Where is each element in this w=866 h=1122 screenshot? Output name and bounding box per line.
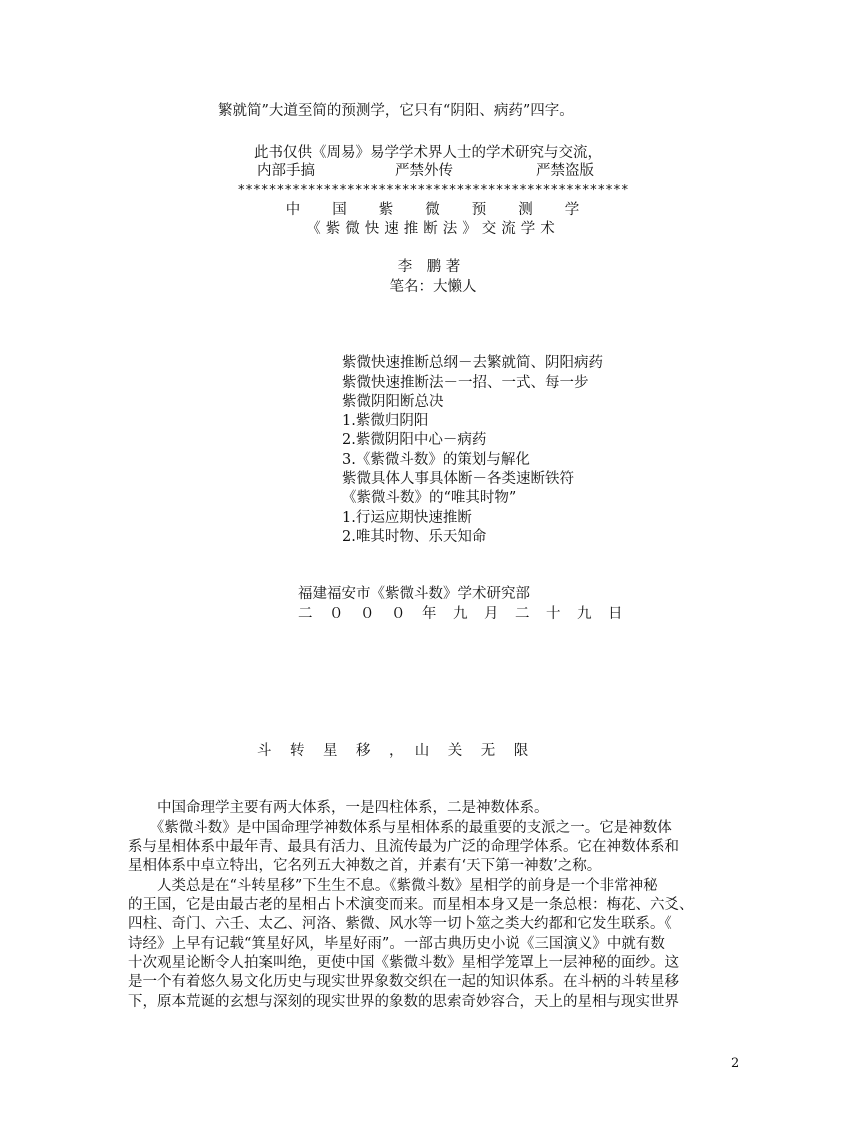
toc-item: 3.《紫微斗数》的策划与解化 (342, 452, 530, 468)
separator-line: ************************************************** (237, 183, 629, 198)
body-line: 星相体系中卓立特出，它名列五大神数之首，并素有‘天下第一神数’之称。 (128, 858, 602, 874)
body-line: 人类总是在“斗转星移”下生生不息。《紫微斗数》星相学的前身是一个非常神秘 (128, 878, 658, 894)
notice-item-no-distribution: 严禁外传 (395, 163, 453, 179)
notice-item-no-piracy: 严禁盗版 (536, 163, 594, 179)
toc-item: 紫微快速推断法－一招、一式、每一步 (342, 375, 589, 391)
page-title: 中 国 紫 微 预 测 学 (285, 202, 581, 218)
notice-item-internal: 内部手搞 (257, 163, 315, 179)
body-line: 下，原本荒诞的玄想与深刻的现实世界的象数的思索奇妙容合，天上的星相与现实世界 (128, 994, 679, 1010)
body-line: 中国命理学主要有两大体系，一是四柱体系，二是神数体系。 (128, 800, 549, 816)
body-line: 《紫微斗数》是中国命理学神数体系与星相体系的最重要的支派之一。它是神数体 (128, 820, 672, 836)
toc-item: 《紫微斗数》的“唯其时物” (342, 490, 517, 506)
publisher-date: 二 ０ ０ ０ 年 九 月 二 十 九 日 (298, 606, 624, 622)
body-line: 四柱、奇门、六壬、太乙、河洛、紫微、风水等一切卜筮之类大约都和它发生联系。《 (128, 916, 672, 932)
body-line: 的王国，它是由最古老的星相占卜术演变而来。而星相本身又是一条总根：梅花、六爻、 (128, 897, 694, 913)
intro-line: 繁就简”大道至简的预测学，它只有“阴阳、病药”四字。 (218, 103, 574, 119)
toc-item: 紫微具体人事具体断－各类速断铁符 (342, 471, 574, 487)
body-line: 诗经》上早有记载“箕星好风，毕星好雨”。一部古典历史小说《三国演义》中就有数 (128, 936, 665, 952)
toc-item: 2.紫微阴阳中心－病药 (342, 432, 487, 448)
toc-item: 1.行运应期快速推断 (342, 510, 472, 526)
author-name: 李 鹏 著 (397, 259, 461, 275)
publisher-org: 福建福安市《紫微斗数》学术研究部 (298, 586, 530, 602)
toc-item: 1.紫微归阴阳 (342, 413, 429, 429)
body-line: 十次观星论断令人拍案叫绝，更使中国《紫微斗数》星相学笼罩上一层神秘的面纱。这 (128, 955, 679, 971)
author-pen-name: 笔名：大懒人 (389, 279, 477, 295)
notice-line: 此书仅供《周易》易学学术界人士的学术研究与交流， (254, 145, 602, 161)
section-heading: 斗 转 星 移 ， 山 关 无 限 (257, 743, 531, 759)
page-number: 2 (731, 1056, 740, 1071)
toc-item: 紫微阴阳断总决 (342, 394, 444, 410)
body-line: 是一个有着悠久易文化历史与现实世界象数交织在一起的知识体系。在斗柄的斗转星移 (128, 974, 679, 990)
body-line: 系与星相体系中最年青、最具有活力、且流传最为广泛的命理学体系。它在神数体系和 (128, 839, 679, 855)
toc-item: 2.唯其时物、乐天知命 (342, 529, 487, 545)
toc-item: 紫微快速推断总纲－去繁就简、阴阳病药 (342, 355, 603, 371)
page-subtitle: 《紫微快速推断法》交流学术 (306, 221, 560, 237)
